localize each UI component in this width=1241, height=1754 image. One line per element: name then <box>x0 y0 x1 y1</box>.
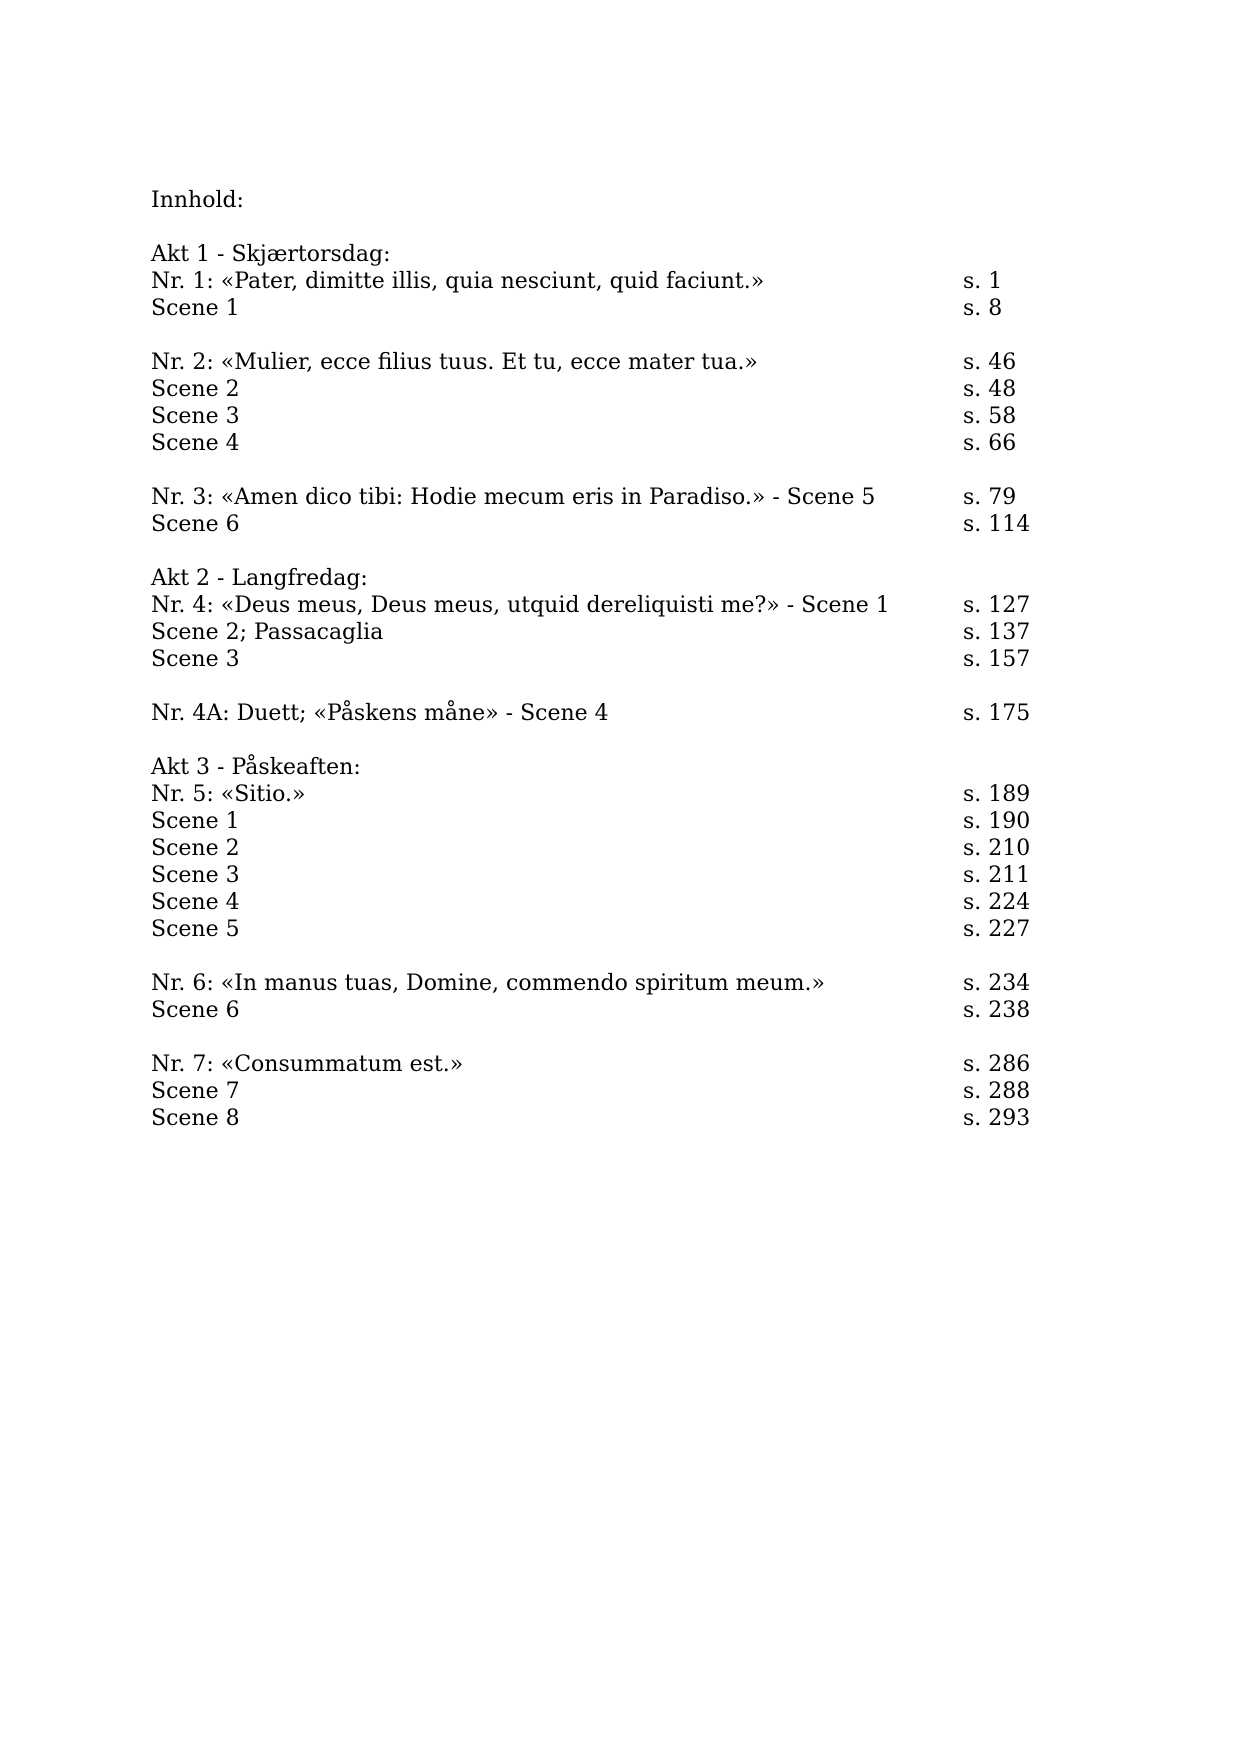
toc-section <box>151 484 1051 538</box>
toc-entry <box>151 700 1051 727</box>
toc-entry-page: s. 224 <box>963 890 1031 915</box>
toc-entry <box>151 646 1051 673</box>
toc-entry-page: s. 293 <box>963 1106 1031 1131</box>
toc-entry-page: s. 137 <box>963 620 1031 645</box>
toc-section <box>151 349 1051 457</box>
toc-entry-page: s. 1 <box>963 269 1003 294</box>
toc-entry <box>151 376 1051 403</box>
toc-entry-page: s. 46 <box>963 350 1017 375</box>
spacer <box>151 457 1051 484</box>
toc-entry-page: s. 48 <box>963 377 1017 402</box>
toc-entry <box>151 430 1051 457</box>
toc-title: Innhold: <box>151 188 244 213</box>
toc-entry-page: s. 114 <box>963 512 1031 537</box>
toc-section <box>151 970 1051 1024</box>
toc-entry-label: Scene 1 <box>151 809 240 834</box>
toc-entry-label: Nr. 4A: Duett; «Påskens måne» - Scene 4 <box>151 701 609 726</box>
spacer <box>151 673 1051 700</box>
spacer <box>151 538 1051 565</box>
toc-entry-page: s. 127 <box>963 593 1031 618</box>
toc-entry-page: s. 227 <box>963 917 1031 942</box>
toc-entry-page: s. 211 <box>963 863 1031 888</box>
act-heading: Akt 1 - Skjærtorsdag: <box>151 242 391 267</box>
toc-entry-label: Scene 2; Passacaglia <box>151 620 384 645</box>
toc-entry-page: s. 286 <box>963 1052 1031 1077</box>
toc-entry <box>151 970 1051 997</box>
toc-entry <box>151 835 1051 862</box>
toc-section <box>151 700 1051 727</box>
toc-entry-label: Scene 1 <box>151 296 240 321</box>
act-heading: Akt 2 - Langfredag: <box>151 566 368 591</box>
toc-entry-label: Scene 4 <box>151 890 240 915</box>
spacer <box>151 322 1051 349</box>
toc-entry-page: s. 234 <box>963 971 1031 996</box>
toc-section <box>151 754 1051 943</box>
toc-entry <box>151 484 1051 511</box>
toc-entry <box>151 1078 1051 1105</box>
toc-entry-page: s. 157 <box>963 647 1031 672</box>
toc-section <box>151 565 1051 673</box>
toc-entry <box>151 808 1051 835</box>
toc-entry-page: s. 210 <box>963 836 1031 861</box>
spacer <box>151 727 1051 754</box>
toc-entry-label: Nr. 6: «In manus tuas, Domine, commendo spiritum meum.» <box>151 971 825 996</box>
toc-entry-page: s. 8 <box>963 296 1003 321</box>
toc-entry <box>151 295 1051 322</box>
toc-entry-label: Nr. 2: «Mulier, ecce filius tuus. Et tu, ecce mater tua.» <box>151 350 758 375</box>
toc-entry <box>151 511 1051 538</box>
toc-entry-label: Nr. 3: «Amen dico tibi: Hodie mecum eris in Paradiso.» - Scene 5 <box>151 485 876 510</box>
toc-entry-label: Scene 6 <box>151 998 240 1023</box>
toc-entry <box>151 862 1051 889</box>
toc-entry <box>151 349 1051 376</box>
toc-entry-page: s. 288 <box>963 1079 1031 1104</box>
toc-entry <box>151 619 1051 646</box>
toc-entry-label: Nr. 5: «Sitio.» <box>151 782 306 807</box>
toc-entry-page: s. 238 <box>963 998 1031 1023</box>
toc-entry <box>151 889 1051 916</box>
toc-entry <box>151 403 1051 430</box>
toc-entry-label: Scene 4 <box>151 431 240 456</box>
toc-entry-label: Nr. 4: «Deus meus, Deus meus, utquid dereliquisti me?» - Scene 1 <box>151 593 890 618</box>
toc-entry-label: Scene 2 <box>151 836 240 861</box>
toc-entry <box>151 997 1051 1024</box>
toc-entry-label: Nr. 7: «Consummatum est.» <box>151 1052 464 1077</box>
spacer <box>151 214 1051 241</box>
toc-entry-page: s. 189 <box>963 782 1031 807</box>
toc-entry-page: s. 175 <box>963 701 1031 726</box>
spacer <box>151 943 1051 970</box>
toc-section <box>151 1051 1051 1132</box>
toc-entry <box>151 1051 1051 1078</box>
act-heading: Akt 3 - Påskeaften: <box>151 755 361 780</box>
spacer <box>151 1024 1051 1051</box>
toc-entry-label: Scene 8 <box>151 1106 240 1131</box>
toc-entry-label: Nr. 1: «Pater, dimitte illis, quia nesciunt, quid faciunt.» <box>151 269 765 294</box>
toc-section <box>151 241 1051 322</box>
toc-entry-label: Scene 5 <box>151 917 240 942</box>
toc-entry <box>151 592 1051 619</box>
toc-entry <box>151 1105 1051 1132</box>
toc-blocks <box>151 241 1051 1132</box>
toc-entry <box>151 916 1051 943</box>
toc-entry <box>151 268 1051 295</box>
toc-entry <box>151 781 1051 808</box>
toc-entry-label: Scene 2 <box>151 377 240 402</box>
table-of-contents <box>151 187 1051 1132</box>
toc-entry-label: Scene 3 <box>151 863 240 888</box>
toc-entry-label: Scene 3 <box>151 647 240 672</box>
toc-entry-page: s. 190 <box>963 809 1031 834</box>
toc-entry-page: s. 79 <box>963 485 1017 510</box>
toc-entry-label: Scene 6 <box>151 512 240 537</box>
toc-entry-label: Scene 3 <box>151 404 240 429</box>
toc-entry-page: s. 58 <box>963 404 1017 429</box>
toc-entry-page: s. 66 <box>963 431 1017 456</box>
toc-entry-label: Scene 7 <box>151 1079 240 1104</box>
